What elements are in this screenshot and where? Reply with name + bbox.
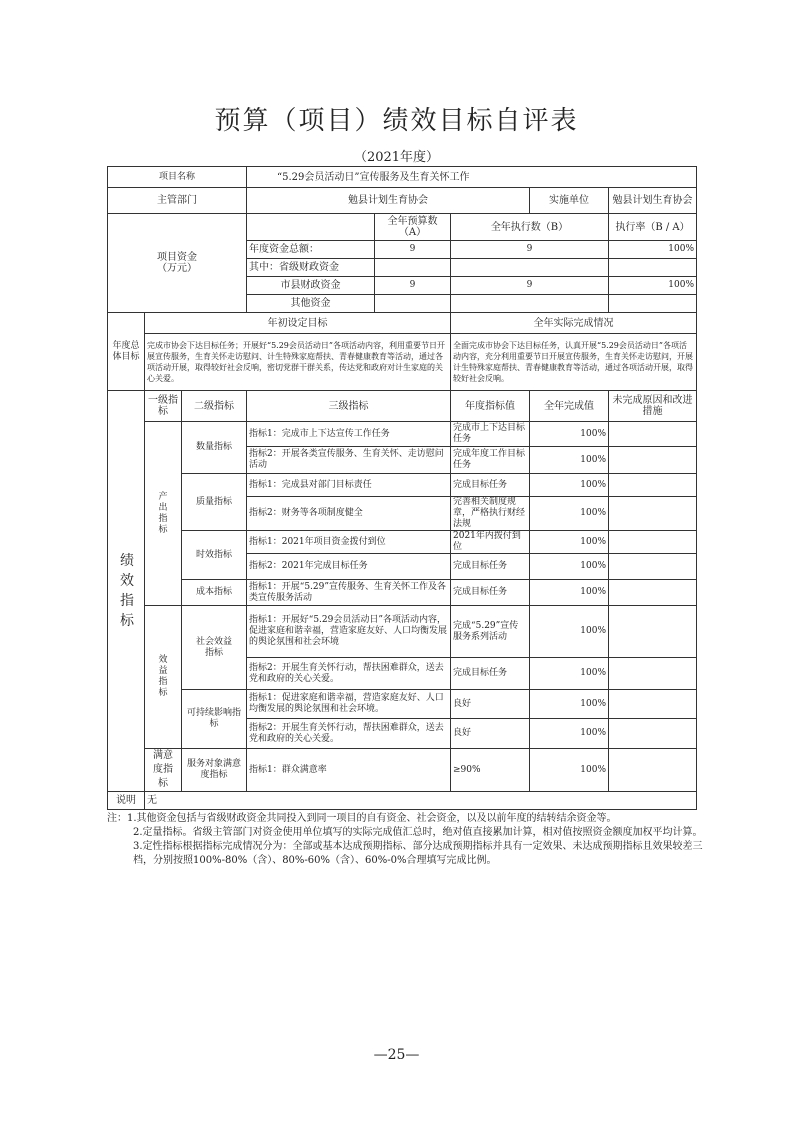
l3-indicator: 指标2：财务等各项制度健全 <box>247 497 451 531</box>
done-value: 100% <box>530 447 609 474</box>
funds-row-rate <box>609 295 697 313</box>
done-value: 100% <box>530 497 609 531</box>
reason-cell <box>609 497 697 531</box>
l3-indicator: 指标1：完成市上下达宣传工作任务 <box>247 422 451 447</box>
project-name-value: “5.29会员活动日”宣传服务及生育关怀工作 <box>247 167 697 188</box>
done-value: 100% <box>530 719 609 749</box>
perf-hdr-target: 年度指标值 <box>451 391 530 422</box>
perf-hdr-l3: 三级指标 <box>247 391 451 422</box>
page-title: 预算（项目）绩效目标自评表 <box>214 106 579 136</box>
page-number: —25— <box>373 1047 420 1063</box>
reason-cell <box>609 422 697 447</box>
social-indicator-label: 社会效益指标 <box>182 606 247 690</box>
note-2: 2.定量指标。省级主管部门对资金使用单位填写的实际完成值汇总时，绝对值直接累加计算，相对值按照资金额度加权平均计算。 <box>133 827 703 838</box>
funds-row-a: 9 <box>375 241 451 259</box>
funds-row-a <box>375 295 451 313</box>
overall-actual-text: 全面完成市协会下达目标任务，认真开展“5.29会员活动日”各项活动内容，充分利用重要节日开展宣传服务，生育关怀走访慰问，开展计生特殊家庭帮扶、青春健康教育等活动，通过各项活动开展，取得较好社会反响。 <box>451 334 697 391</box>
done-value: 100% <box>530 606 609 658</box>
remark-value: 无 <box>145 792 697 810</box>
target-value: 完善相关制度规章，严格执行财经法规 <box>451 497 530 531</box>
output-indicator-label: 产出指标 <box>145 422 182 606</box>
l3-indicator: 指标2：开展生育关怀行动，帮扶困难群众，送去党和政府的关心关爱。 <box>247 658 451 690</box>
satisfaction-indicator-label: 满意度指标 <box>145 749 182 792</box>
quantity-indicator-label: 数量指标 <box>182 422 247 474</box>
funds-row-b <box>451 259 609 277</box>
l3-indicator: 指标1：开展好“5.29会员活动日”各项活动内容，促进家庭和谐幸福，营造家庭友好、人口均衡发展的舆论氛围和社会环境 <box>247 606 451 658</box>
year-label: （2021年度） <box>353 150 440 165</box>
target-value: 完成目标任务 <box>451 474 530 497</box>
funds-row-label: 市县财政资金 <box>247 277 375 295</box>
funds-row-rate: 100% <box>609 277 697 295</box>
perf-label: 绩效指标 <box>108 391 145 792</box>
target-value: 良好 <box>451 690 530 719</box>
funds-label-line2: （万元） <box>157 263 197 274</box>
impl-value: 勉县计划生育协会 <box>609 188 697 214</box>
overall-plan-header: 年初设定目标 <box>145 313 451 334</box>
funds-row-rate: 100% <box>609 241 697 259</box>
funds-row-label: 其中：省级财政资金 <box>247 259 375 277</box>
l3-indicator: 指标1：2021年项目资金拨付到位 <box>247 531 451 554</box>
sustain-indicator-label: 可持续影响指标 <box>182 690 247 749</box>
impl-label: 实施单位 <box>530 188 609 214</box>
l3-indicator: 指标1：群众满意率 <box>247 749 451 792</box>
reason-cell <box>609 606 697 658</box>
reason-cell <box>609 749 697 792</box>
target-value: 2021年内拨付到位 <box>451 531 530 554</box>
overall-actual-header: 全年实际完成情况 <box>451 313 697 334</box>
note-3: 3.定性指标根据指标完成情况分为：全部或基本达成预期指标、部分达成预期指标并具有一定效果、未达成预期指标且效果较差三档，分别按照100%-80%（含）、80%-60%（含）、60%-0%合理填写完成比例。 <box>133 841 703 866</box>
reason-cell <box>609 690 697 719</box>
funds-row-b: 9 <box>451 277 609 295</box>
perf-hdr-reason: 未完成原因和改进措施 <box>609 391 697 422</box>
funds-header-blank <box>247 214 375 241</box>
target-value: 完成目标任务 <box>451 554 530 580</box>
reason-cell <box>609 580 697 606</box>
target-value: ≥90% <box>451 749 530 792</box>
evaluation-table <box>107 166 697 810</box>
target-value: 良好 <box>451 719 530 749</box>
perf-hdr-l1: 一级指标 <box>145 391 182 422</box>
target-value: 完成市上下达目标任务 <box>451 422 530 447</box>
done-value: 100% <box>530 749 609 792</box>
funds-row-label: 年度资金总额： <box>247 241 375 259</box>
perf-hdr-done: 全年完成值 <box>530 391 609 422</box>
target-value: 完成年度工作目标任务 <box>451 447 530 474</box>
funds-label <box>108 214 247 313</box>
funds-row-b: 9 <box>451 241 609 259</box>
timeliness-indicator-label: 时效指标 <box>182 531 247 580</box>
funds-label-line1: 项目资金 <box>157 252 197 263</box>
l3-indicator: 指标1：开展“5.29”宣传服务、生育关怀工作及各类宣传服务活动 <box>247 580 451 606</box>
done-value: 100% <box>530 658 609 690</box>
done-value: 100% <box>530 580 609 606</box>
done-value: 100% <box>530 422 609 447</box>
done-value: 100% <box>530 690 609 719</box>
reason-cell <box>609 554 697 580</box>
l3-indicator: 指标1：完成县对部门目标责任 <box>247 474 451 497</box>
dept-label: 主管部门 <box>108 188 247 214</box>
reason-cell <box>609 719 697 749</box>
target-value: 完成目标任务 <box>451 658 530 690</box>
target-value: 完成“5.29”宣传服务系列活动 <box>451 606 530 658</box>
done-value: 100% <box>530 554 609 580</box>
perf-hdr-l2: 二级指标 <box>182 391 247 422</box>
funds-hdr-budget: 全年预算数（A） <box>375 214 451 241</box>
quality-indicator-label: 质量指标 <box>182 474 247 531</box>
reason-cell <box>609 531 697 554</box>
funds-hdr-exec: 全年执行数（B） <box>451 214 609 241</box>
reason-cell <box>609 447 697 474</box>
target-value: 完成目标任务 <box>451 580 530 606</box>
funds-row-label: 其他资金 <box>247 295 375 313</box>
l3-indicator: 指标2：开展各类宣传服务、生育关怀、走访慰问活动 <box>247 447 451 474</box>
notes <box>107 812 707 868</box>
overall-goal-label: 年度总体目标 <box>108 313 145 391</box>
remark-label: 说明 <box>108 792 145 810</box>
funds-row-a <box>375 259 451 277</box>
l3-indicator: 指标2：开展生育关怀行动，帮扶困难群众，送去党和政府的关心关爱。 <box>247 719 451 749</box>
dept-value: 勉县计划生育协会 <box>247 188 530 214</box>
done-value: 100% <box>530 474 609 497</box>
benefit-indicator-label: 效益指标 <box>145 606 182 749</box>
reason-cell <box>609 474 697 497</box>
l3-indicator: 指标2：2021年完成目标任务 <box>247 554 451 580</box>
project-name-label: 项目名称 <box>108 167 247 188</box>
overall-plan-text: 完成市协会下达目标任务；开展好“5.29会员活动日”各项活动内容，利用重要节日开展宣传服务，生育关怀走访慰问、计生特殊家庭帮扶、青春健康教育等活动，通过各项活动开展，取得较好社会反响，密切党群干群关系，传达党和政府对计生家庭的关心关爱。 <box>145 334 451 391</box>
note-1: 注：1.其他资金包括与省级财政资金共同投入到同一项目的自有资金、社会资金，以及以前年度的结转结余资金等。 <box>107 813 617 824</box>
reason-cell <box>609 658 697 690</box>
funds-row-a: 9 <box>375 277 451 295</box>
cost-indicator-label: 成本指标 <box>182 580 247 606</box>
done-value: 100% <box>530 531 609 554</box>
funds-row-b <box>451 295 609 313</box>
funds-hdr-rate: 执行率（B / A） <box>609 214 697 241</box>
l3-indicator: 指标1：促进家庭和谐幸福，营造家庭友好、人口均衡发展的舆论氛围和社会环境。 <box>247 690 451 719</box>
service-satisfaction-label: 服务对象满意度指标 <box>182 749 247 792</box>
funds-row-rate <box>609 259 697 277</box>
